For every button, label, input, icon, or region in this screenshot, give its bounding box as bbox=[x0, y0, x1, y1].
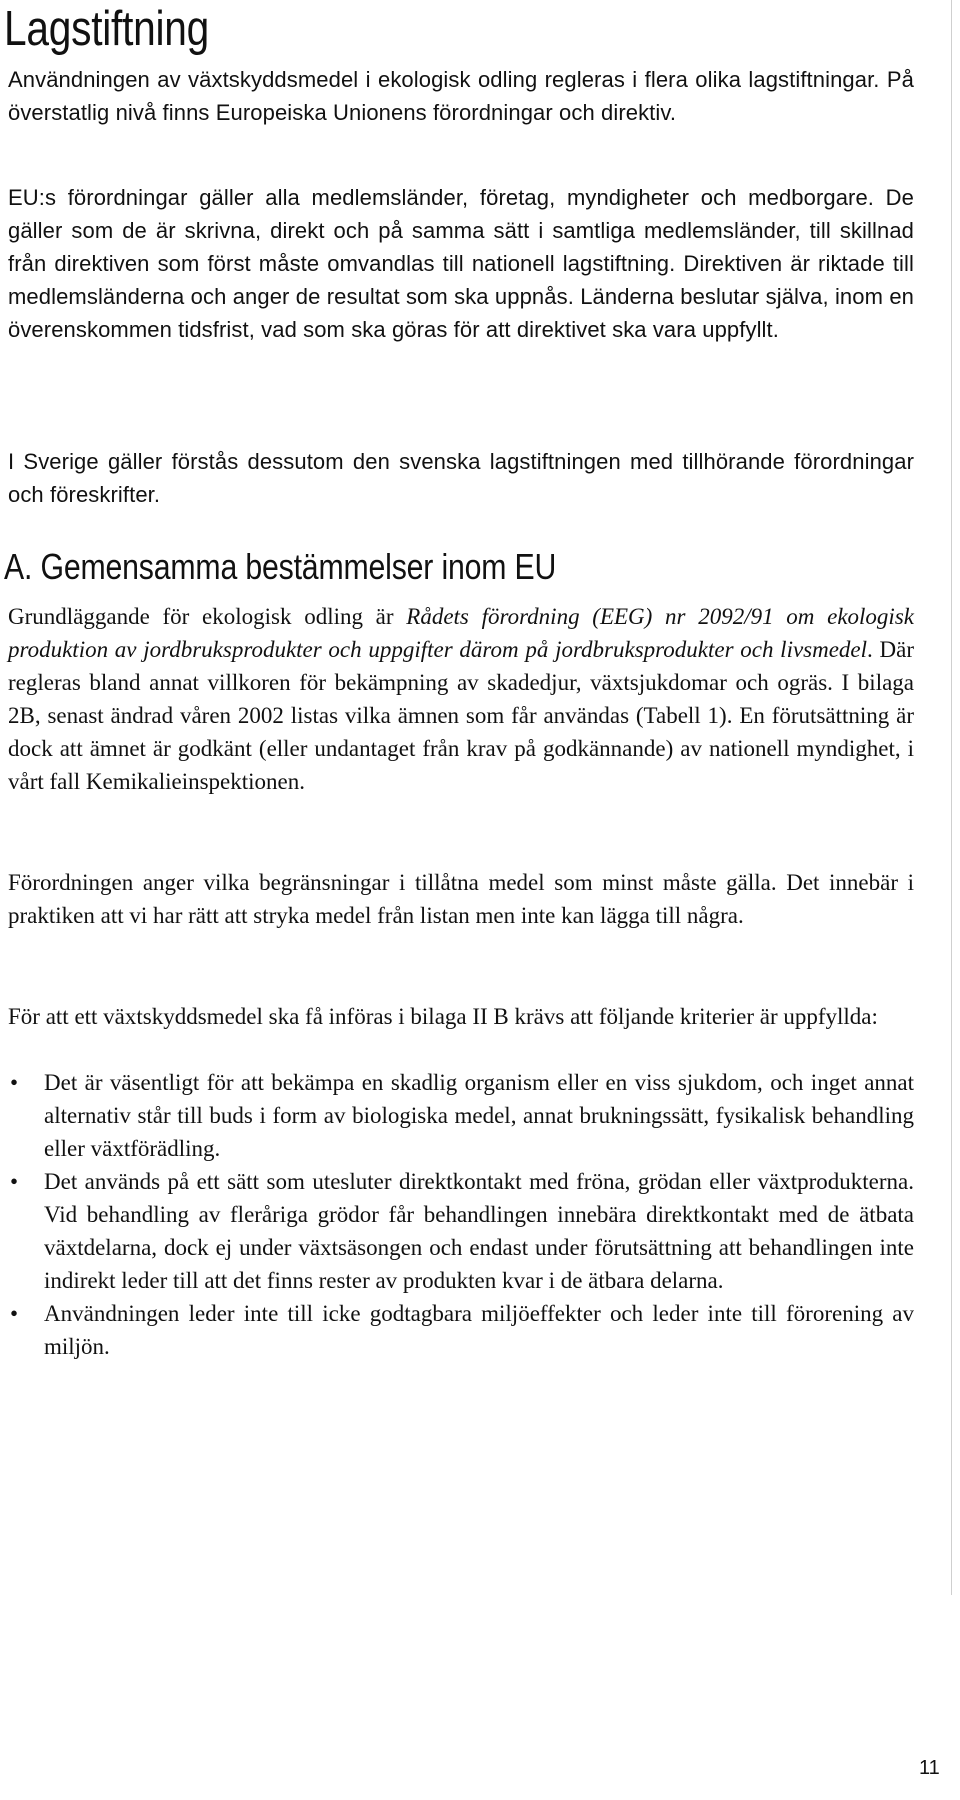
list-item bbox=[8, 1066, 914, 1165]
list-item bbox=[8, 1165, 914, 1297]
page-title: Lagstiftning bbox=[4, 2, 210, 56]
list-item bbox=[8, 1297, 914, 1363]
list-item-text: Användningen leder inte till icke godtagbara miljöeffekter och leder inte till förorening av miljön. bbox=[44, 1301, 914, 1359]
bullet-icon: • bbox=[10, 1070, 19, 1095]
paragraph-text: Grundläggande för ekologisk odling är bbox=[8, 604, 407, 629]
regulation-title: Rådets förordning (EEG) nr 2092/91 om ekologisk produktion av jordbruksprodukter och uppgifter därom på jordbruksprodukter och livsmedel bbox=[8, 604, 914, 662]
page-number: 11 bbox=[919, 1757, 940, 1779]
criteria-list bbox=[8, 1066, 914, 1363]
margin-rule bbox=[951, 0, 952, 1595]
section-a-paragraph-3: För att ett växtskyddsmedel ska få införas i bilaga II B krävs att följande kriterier är uppfyllda: bbox=[8, 1004, 878, 1029]
list-item-text: Det används på ett sätt som utesluter direktkontakt med fröna, grödan eller växtprodukterna. Vid behandling av fleråriga grödor får behandlingen innebära direktkontakt med de ätbata växtdelarna, dock ej under växtsäsongen och endast under förutsättning att behandlingen inte indirekt leder till att det finns rester av produkten kvar i de ätbara delarna. bbox=[44, 1169, 914, 1293]
intro-paragraph-1: Användningen av växtskyddsmedel i ekologisk odling regleras i flera olika lagstiftningar. På överstatlig nivå finns Europeiska Unionens förordningar och direktiv. bbox=[8, 67, 914, 125]
bullet-icon: • bbox=[10, 1301, 19, 1326]
section-a-paragraph-2: Förordningen anger vilka begränsningar i tillåtna medel som minst måste gälla. Det innebär i praktiken att vi har rätt att stryka medel från listan men inte kan lägga till några. bbox=[8, 870, 914, 928]
bullet-icon: • bbox=[10, 1169, 19, 1194]
paragraph-text: . Där regleras bland annat villkoren för bekämpning av skadedjur, växtsjukdomar och ogräs. I bilaga 2B, senast ändrad våren 2002 listas vilka ämnen som får användas (Tabell 1). En förutsättning är dock att ämnet är godkänt (eller undantaget från krav på godkännande) av nationell myndighet, i vårt fall Kemikalieinspektionen. bbox=[8, 637, 914, 794]
section-a-paragraph-1 bbox=[8, 600, 914, 798]
intro-paragraph-3: I Sverige gäller förstås dessutom den svenska lagstiftningen med tillhörande förordningar och föreskrifter. bbox=[8, 449, 914, 507]
intro-paragraph-2: EU:s förordningar gäller alla medlemsländer, företag, myndigheter och medborgare. De gäller som de är skrivna, direkt och på samma sätt i samtliga medlemsländer, till skillnad från direktiven som först måste omvandlas till nationell lagstiftning. Direktiven är riktade till medlemsländerna och anger de resultat som ska uppnås. Länderna beslutar själva, inom en överenskommen tidsfrist, vad som ska göras för att direktivet ska vara uppfyllt. bbox=[8, 185, 914, 342]
section-a-heading: A. Gemensamma bestämmelser inom EU bbox=[4, 546, 557, 587]
list-item-text: Det är väsentligt för att bekämpa en skadlig organism eller en viss sjukdom, och inget annat alternativ står till buds i form av biologiska medel, annat brukningssätt, fysikalisk behandling eller växtförädling. bbox=[44, 1070, 914, 1161]
